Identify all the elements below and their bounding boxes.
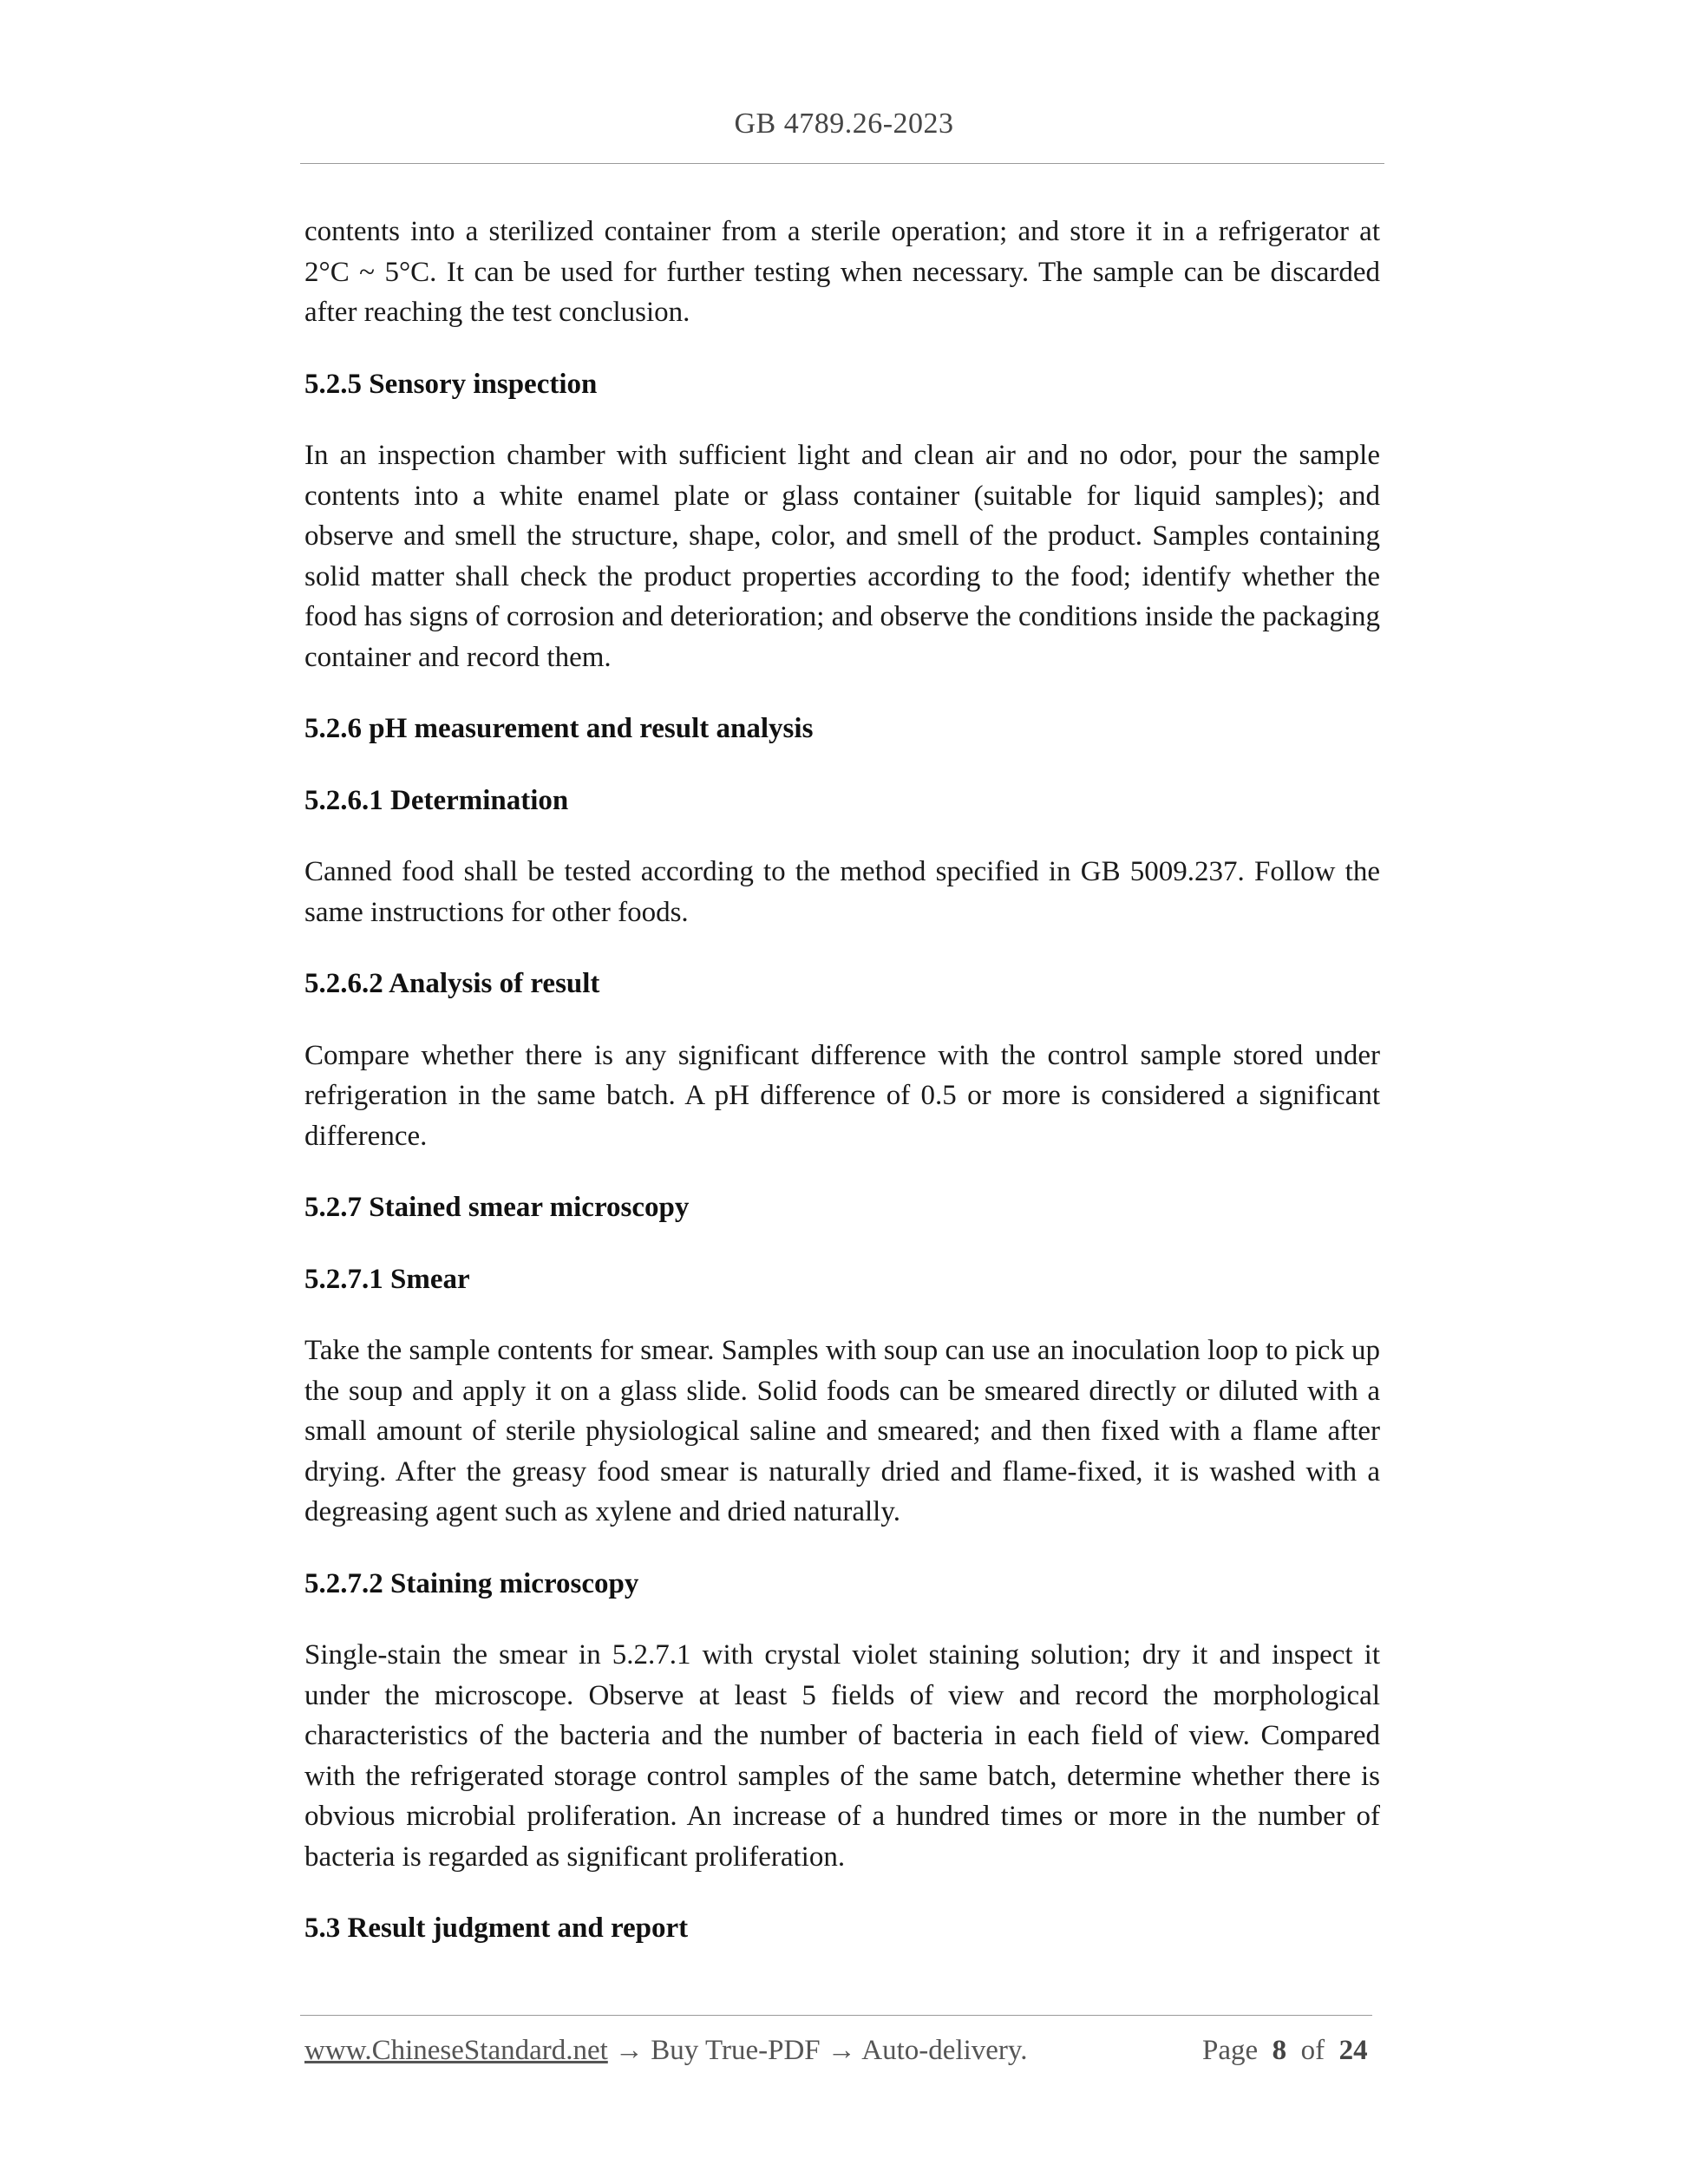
document-number: GB 4789.26-2023 (734, 108, 954, 140)
page-of: of (1300, 2035, 1325, 2066)
section-heading: 5.2.7.1 Smear (304, 1263, 470, 1295)
section-heading: 5.2.5 Sensory inspection (304, 368, 598, 400)
section-heading: 5.2.7 Stained smear microscopy (304, 1192, 690, 1223)
header-divider (300, 163, 1384, 164)
body-paragraph: Compare whether there is any significant difference with the control sample stored under refrigeration in the same batch. A pH difference of 0.5 or more is considered a significant difference. (304, 1039, 1380, 1152)
section-heading: 5.2.6.1 Determination (304, 784, 569, 816)
page-label: Page (1202, 2035, 1259, 2066)
footer-promo-text: → Buy True-PDF → Auto-delivery. (607, 2035, 1028, 2066)
page-current: 8 (1272, 2035, 1287, 2066)
body-paragraph: In an inspection chamber with sufficient light and clean air and no odor, pour the sample contents into a white enamel plate or glass container (suitable for liquid samples); and observe and smell the structure, shape, color, and smell of the product. Samples containing solid matter shall check the product properties according to the food; identify whether the food has signs of corrosion and deterioration; and observe the conditions inside the packaging container and record them. (304, 440, 1380, 673)
section-heading: 5.3 Result judgment and report (304, 1913, 689, 1944)
body-paragraph: Canned food shall be tested according to the method specified in GB 5009.237. Follow the same instructions for other foods. (304, 856, 1380, 928)
section-heading: 5.2.7.2 Staining microscopy (304, 1567, 639, 1599)
footer-promo (304, 2035, 1028, 2067)
website-link[interactable]: www.ChineseStandard.net (304, 2035, 608, 2066)
footer-divider (300, 2015, 1372, 2016)
body-paragraph: contents into a sterilized container from a sterile operation; and store it in a refrigerator at 2°C ~ 5°C. It can be used for further testing when necessary. The sample can be discarded after reaching the test conclusion. (304, 216, 1380, 328)
body-paragraph: Take the sample contents for smear. Samples with soup can use an inoculation loop to pick up the soup and apply it on a glass slide. Solid foods can be smeared directly or diluted with a small amount of sterile physiological saline and smeared; and then fixed with a flame after drying. After the greasy food smear is naturally dried and flame-fixed, it is washed with a degreasing agent such as xylene and dried naturally. (304, 1335, 1380, 1527)
section-heading: 5.2.6.2 Analysis of result (304, 968, 600, 999)
document-body (304, 212, 1380, 1980)
page-total: 24 (1338, 2035, 1368, 2066)
page-indicator (1202, 2035, 1368, 2067)
body-paragraph: Single-stain the smear in 5.2.7.1 with crystal violet staining solution; dry it and inspect it under the microscope. Observe at least 5 fields of view and record the morphological characteristics of the bacteria and the number of bacteria in each field of view. Compared with the refrigerated storage control samples of the same batch, determine whether there is obvious microbial proliferation. An increase of a hundred times or more in the number of bacteria is regarded as significant proliferation. (304, 1639, 1380, 1873)
section-heading: 5.2.6 pH measurement and result analysis (304, 713, 814, 744)
